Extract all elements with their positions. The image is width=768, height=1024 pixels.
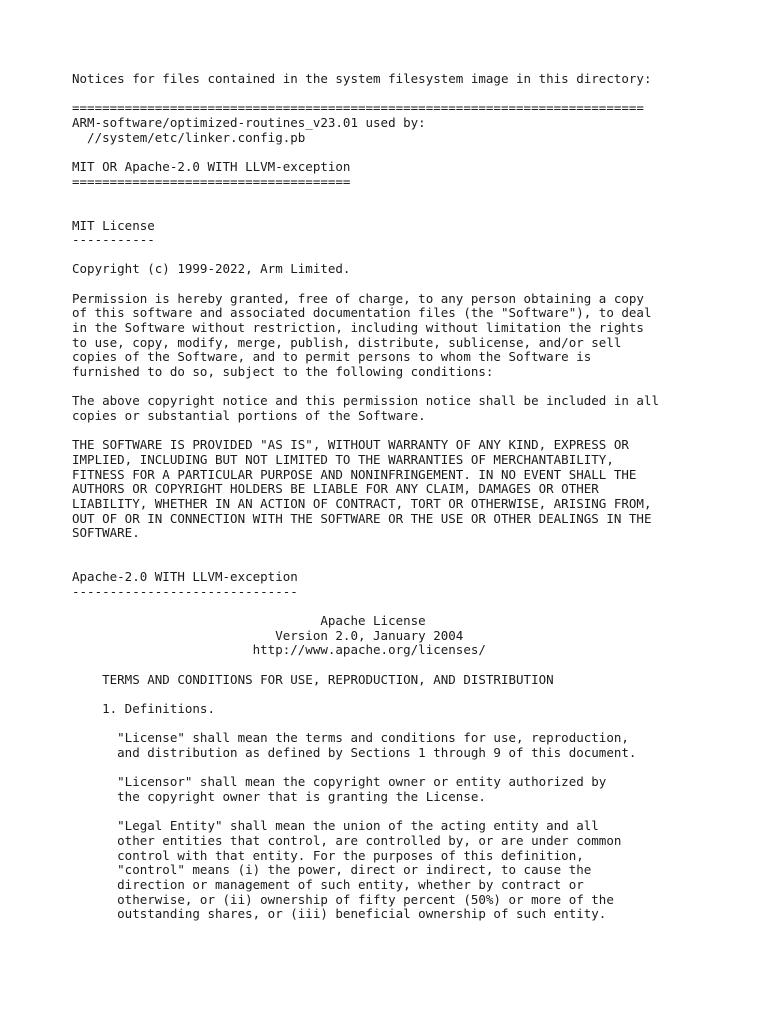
document-line	[72, 204, 659, 219]
document-line	[72, 717, 659, 732]
document-line	[72, 87, 659, 102]
document-line: AUTHORS OR COPYRIGHT HOLDERS BE LIABLE FOR ANY CLAIM, DAMAGES OR OTHER	[72, 481, 599, 497]
document-line: control with that entity. For the purposes of this definition,	[72, 847, 584, 863]
document-line: "control" means (i) the power, direct or indirect, to cause the	[72, 862, 592, 878]
document-line: 1. Definitions.	[72, 701, 215, 717]
document-line: ------------------------------	[72, 583, 298, 599]
document-line: Apache License	[72, 613, 426, 629]
document-line: and distribution as defined by Sections 1 through 9 of this document.	[72, 744, 637, 760]
document-line: MIT OR Apache-2.0 WITH LLVM-exception	[72, 158, 351, 174]
document-line	[72, 380, 659, 395]
document-line: http://www.apache.org/licenses/	[72, 642, 486, 658]
document-line	[72, 189, 659, 204]
document-line: The above copyright notice and this permission notice shall be included in all	[72, 393, 659, 409]
document-line	[72, 687, 659, 702]
document-line	[72, 761, 659, 776]
document-line: TERMS AND CONDITIONS FOR USE, REPRODUCTION, AND DISTRIBUTION	[72, 671, 554, 687]
document-line: "Licensor" shall mean the copyright owner or entity authorized by	[72, 774, 607, 790]
document-line: ARM-software/optimized-routines_v23.01 used by:	[72, 114, 426, 130]
document-line: FITNESS FOR A PARTICULAR PURPOSE AND NONINFRINGEMENT. IN NO EVENT SHALL THE	[72, 466, 637, 482]
document-line: Copyright (c) 1999-2022, Arm Limited.	[72, 261, 351, 277]
document-line: "License" shall mean the terms and conditions for use, reproduction,	[72, 730, 629, 746]
document-line: "Legal Entity" shall mean the union of the acting entity and all	[72, 818, 599, 834]
document-line: copies of the Software, and to permit persons to whom the Software is	[72, 349, 592, 365]
notices-document	[72, 72, 659, 922]
document-line: Version 2.0, January 2004	[72, 627, 464, 643]
document-line	[72, 248, 659, 263]
document-line: SOFTWARE.	[72, 525, 140, 541]
document-line: otherwise, or (ii) ownership of fifty percent (50%) or more of the	[72, 891, 614, 907]
document-line: furnished to do so, subject to the following conditions:	[72, 364, 494, 380]
document-line	[72, 145, 659, 160]
document-line: OUT OF OR IN CONNECTION WITH THE SOFTWARE OR THE USE OR OTHER DEALINGS IN THE	[72, 510, 652, 526]
document-line: to use, copy, modify, merge, publish, distribute, sublicense, and/or sell	[72, 334, 622, 350]
document-line: in the Software without restriction, including without limitation the rights	[72, 320, 644, 336]
document-line: Permission is hereby granted, free of charge, to any person obtaining a copy	[72, 290, 644, 306]
document-line: Apache-2.0 WITH LLVM-exception	[72, 569, 298, 585]
document-line	[72, 541, 659, 556]
document-line: -----------	[72, 232, 155, 248]
document-line: THE SOFTWARE IS PROVIDED "AS IS", WITHOUT WARRANTY OF ANY KIND, EXPRESS OR	[72, 437, 629, 453]
document-line: //system/etc/linker.config.pb	[72, 129, 306, 145]
document-line: =====================================	[72, 173, 351, 189]
document-line	[72, 424, 659, 439]
document-line: MIT License	[72, 217, 155, 233]
document-line	[72, 599, 659, 614]
document-line: ============================================================================	[72, 100, 644, 116]
document-line: the copyright owner that is granting the License.	[72, 788, 486, 804]
document-line: Notices for files contained in the system filesystem image in this directory:	[72, 71, 652, 86]
document-line	[72, 556, 659, 571]
document-line: other entities that control, are controlled by, or are under common	[72, 832, 622, 848]
document-line: IMPLIED, INCLUDING BUT NOT LIMITED TO THE WARRANTIES OF MERCHANTABILITY,	[72, 451, 614, 467]
document-line	[72, 277, 659, 292]
document-line: direction or management of such entity, whether by contract or	[72, 876, 584, 892]
document-line: of this software and associated documentation files (the "Software"), to deal	[72, 305, 652, 321]
document-line: outstanding shares, or (iii) beneficial ownership of such entity.	[72, 906, 607, 922]
document-line: copies or substantial portions of the Software.	[72, 407, 426, 423]
document-line	[72, 805, 659, 820]
document-line	[72, 658, 659, 673]
document-line: LIABILITY, WHETHER IN AN ACTION OF CONTRACT, TORT OR OTHERWISE, ARISING FROM,	[72, 495, 652, 511]
